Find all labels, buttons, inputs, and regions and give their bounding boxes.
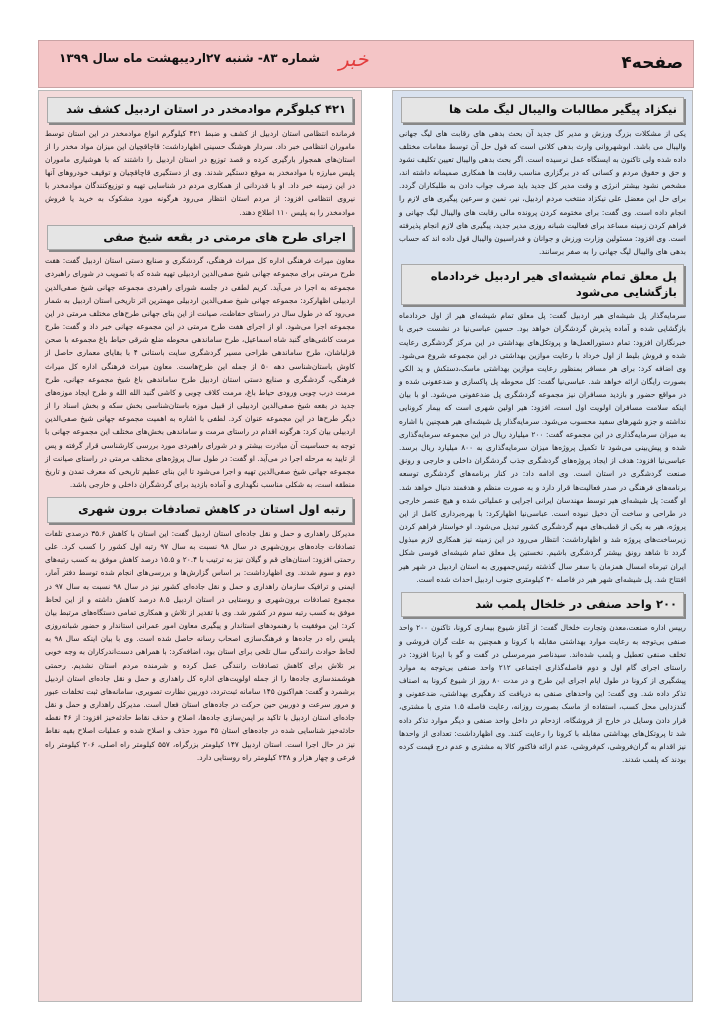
- article-title: پل معلق تمام شیشه‌ای هیر اردبیل خردادماه بازگشایی می‌شود: [401, 264, 684, 305]
- article-body: معاون میراث فرهنگی اداره کل میراث فرهنگی، گردشگری و صنایع دستی استان اردبیل گفت: هفت طرح مرمتی برای مجموعه جهانی شیخ صفی‌الدین اردبیلی تهیه شده که با تصویب در شورای راهبردی مجموعه به اجرا در می‌آید. کریم لطفی در جلسه شورای راهبردی مجموعه جهانی شیخ صفی‌الدین اردبیلی اظهارکرد: مجموعه جهانی شیخ صفی‌الدین اردبیلی مهمترین اثر تاریخی استان اردبیل به شمار می‌رود که در طول سال در راستای حفاظت، صیانت از این بنای جهانی طرح‌های مختلف مرمتی در این مجموعه اجرا می‌شود. او از اجرای هفت طرح مرمتی در این مجموعه جهانی خبر داد و گفت: طرح مرمت کاشی‌های گنبد شاه اسماعیل، طرح ساماندهی محوطه ضلع شرقی حیاط باغ مجموعه با صحن قزلباشان، طرح ساماندهی طراحی مسیر گردشگری سایت باستانی ۴ با بقایای معماری حاصل از کاوش باستان‌شناسی دهه ۵۰ از جمله این طرح‌هاست. معاون میراث فرهنگی اداره کل میراث فرهنگی، گردشگری و صنایع دستی استان اردبیل طرح ساماندهی باغ شیخ مجموعه جهانی، طرح مرمت درب چوبی ورودی حیاط باغ، مرمت کلاف چوبی و کاشی گنبد الله الله و طرح ایجاد موزه‌های جدید در بقعه شیخ صفی‌الدین اردبیلی از قبیل موزه باستان‌شناسی بخش سکه و بخش اسناد را از دیگر طرح‌ها در این مجموعه عنوان کرد. لطفی با اشاره به اهمیت مجموعه جهانی شیخ صفی‌الدین اردبیلی بیان کرد: هرگونه اقدام در راستای مرمت و ساماندهی بخش‌های مختلف این مجموعه جهانی با توجه به حساسیت آن مبادرت بیشتر و در شورای راهبردی مورد بررسی کارشناسی قرار گرفته و پس از تایید به مرحله اجرا در می‌آید. او گفت: در طول سال پروژه‌های مختلف مرمتی در راستای صیانت از مجموعه جهانی شیخ صفی‌الدین تهیه و اجرا می‌شود تا این بنای عظیم تاریخی که معرف تمدن و تاریخ منطقه است، به شکلی مناسب نگهداری و آماده بازدید برای گردشگران داخلی و خارجی باشد.: [45, 256, 355, 490]
- article-title: ۲۰۰ واحد صنفی در خلخال پلمب شد: [401, 592, 684, 618]
- article-khalkhal-shops: [393, 592, 692, 766]
- page-header: [38, 40, 694, 88]
- article-title: اجرای طرح های مرمتی در بقعه شیخ صفی: [47, 225, 353, 251]
- article-body: مدیرکل راهداری و حمل و نقل جاده‌ای استان اردبیل گفت: این استان با کاهش ۳۵.۶ درصدی تلفات تصادفات جاده‌های برون‌شهری در سال ۹۸ نسبت به سال ۹۷ رتبه اول کشور را کسب کرد. علی رحمتی افزود: استان‌های قم و گیلان نیز به ترتیب با ۲۰.۴ و ۱۵.۵ درصد کاهش موفق به کسب رتبه‌های دوم و سوم شدند. وی اظهارداشت: بر اساس گزارش‌ها و بررسی‌های انجام شده توسط دفتر آمار، ایمنی و ترافیک سازمان راهداری و حمل و نقل جاده‌ای کشور نیز در سال ۹۸ نسبت به سال ۹۷ در مجموع تصادفات برون‌شهری و روستایی در استان اردبیل ۸.۵ درصد کاهش داشته و از این لحاظ موفق به کسب رتبه سوم در کشور شد. وی با تقدیر از تلاش و همکاری تمامی دستگاه‌های مرتبط بیان کرد: این موفقیت با رهنمودهای استاندار و پیگیری معاون امور عمرانی استاندار و حضور شبانه‌روزی پلیس راه در جاده‌ها و فرهنگ‌سازی اصحاب رسانه حاصل شده است. وی با بیان اینکه سال ۹۸ به لحاظ حوادث رانندگی سال تلخی برای استان بود، اضافه‌کرد: با همراهی دست‌اندرکاران به وجه خوبی بر تلاش برای کاهش تصادفات رانندگی عمل کرده و شرمنده مردم استان نشدیم. رحمتی هوشمندسازی جاده‌ها را از جمله اولویت‌های اداره کل راهداری و حمل و نقل جاده‌ای استان اردبیل برشمرد و گفت: هم‌اکنون ۱۴۵ سامانه ثبت‌تردد، دوربین نظارت تصویری، سامانه‌های ثبت تخلفات عبور و مرور سرعت و دوربین حین حرکت در جاده‌های استان فعال است. مدیرکل راهداری و حمل و نقل جاده‌ای استان اردبیل با تاکید بر ایمن‌سازی جاده‌ها، اصلاح و حذف نقاط حادثه‌خیز افزود: از ۴۶ نقطه حادثه‌خیز شناسایی شده در جاده‌های استان ۳۵ مورد حذف و اصلاح شده و عملیات اصلاح بقیه نقاط نیز در حال اجرا است. استان اردبیل ۱۴۷ کیلومتر بزرگراه، ۵۵۷ کیلومتر راه اصلی، ۲۰۶ کیلومتر راه فرعی و چهار هزار و ۲۳۸ کیلومتر راه روستایی دارد.: [45, 528, 356, 762]
- article-title: نیکزاد پیگیر مطالبات والیبال لیگ ملت ها: [401, 97, 684, 123]
- article-body: رییس اداره صنعت،معدن وتجارت خلخال گفت: از آغاز شیوع بیماری کرونا، تاکنون ۲۰۰ واحد صنفی بی‌توجه به رعایت موارد بهداشتی مقابله با کرونا و همچنین به علت گران فروشی و تخلف صنفی تعطیل و پلمب شده‌اند. سیدناصر میرمرسلی در گفت و گو با ایرنا افزود: در راستای اجرای گام اول و دوم فاصله‌گذاری اجتماعی ۲۱۲ واحد صنفی بی‌توجه به موارد پیشگیری از کرونا در طول ایام اجرای این طرح و در مدت ۸۰ روز از شیوع کرونا به اصناف تذکر داده شد. وی گفت: این واحدهای صنفی به دریافت کد رهگیری بهداشتی، ضدعفونی و گندزدایی محل کسب، استفاده از ماسک بصورت روزانه، رعایت فاصله ۱.۵ متری با مشتری، قرار دادن وسایل در خارج از فروشگاه، ازدحام در داخل واحد صنفی و دیگر موارد تذکر داده شد تا پروتکل‌های بهداشتی مقابله با کرونا را رعایت کنند. وی اظهارداشت: تعدادی از واحدها نیز اقدام به گران‌فروشی، کم‌فروشی، عدم ارائه فاکتور کالا به مشتری و عدم درج قیمت کرده بودند که پلمب شدند.: [399, 623, 687, 765]
- left-column: [38, 90, 362, 1002]
- article-title: ۴۲۱ کیلوگرم موادمخدر در استان اردبیل کشف شد: [47, 97, 353, 123]
- article-title: رتبه اول استان در کاهش تصادفات برون شهری: [47, 497, 353, 523]
- article-body: یکی از مشکلات بزرگ ورزش و مدیر کل جدید آن بحث بدهی های رقابت های لیگ جهانی والیبال می باشد. ابوشهروانی وارث بدهی کلانی است که قول حل آن توسط مقامات مختلف داده شده ولی تاکنون به ایستگاه عمل نرسیده است. اگر بحث بدهی والیبال تعیین تکلیف نشود و حق و حقوق مردم و کسانی که در برگزاری مناسب رقابت ها همکاری صمیمانه داشته اند، مشخص نشود بیشتر انرژی و وقت مدیر کل جدید باید صرف جواب دادن به طلبکاران گردد. برای حل این معضل علی نیکزاد منتخب مردم اردبیل، نیر، نمین و سرعین پیگیری های لازم را انجام داده است. وی گفت: برای مختومه کردن پرونده مالی رقابت های والیبال لیگ جهانی و فراهم کردن زمینه مساعد برای فعالیت شبانه روزی مدیر جدید، پیگیری های لازم انجام پذیرفته است. وی افزود: مسئولین وزارت ورزش و جوانان و فدراسیون والیبال قول داده اند که حساب بدهی های والیبال لیگ جهانی را به صفر برسانند.: [399, 128, 686, 257]
- right-column: [392, 90, 693, 1002]
- article-sheikh-safi: [39, 225, 361, 492]
- article-drugs: [39, 97, 361, 219]
- article-road-accidents: [39, 497, 361, 764]
- article-volleyball: [393, 97, 692, 258]
- newspaper-logo: خبر: [339, 47, 369, 71]
- issue-date: شماره ۸۳- شنبه ۲۷اردیبهشت ماه سال ۱۳۹۹: [59, 51, 321, 65]
- page-number: صفحه۴: [621, 53, 683, 73]
- article-body: فرمانده انتظامی استان اردبیل از کشف و ضبط ۴۲۱ کیلوگرم انواع موادمخدر در این استان توسط ماموران انتظامی خبر داد. سردار هوشنگ حسینی اظهارداشت: قاچاقچیان این میزان مواد مخدر را از استان‌های همجوار بارگیری کرده و قصد توزیع در استان اردبیل را داشتند که با هوشیاری ماموران پلیس مبارزه با موادمخدر به موقع دستگیر شدند. وی از دستگیری قاچاقچیان و توقیف خودروهای آنها در این زمینه خبر داد. او با قدردانی از همکاری مردم در شناسایی تهیه و توزیع‌کنندگان موادمخدر با نیروی انتظامی افزود: از مردم استان انتظار می‌رود هرگونه مورد مشکوک به خرید یا فروش موادمخدر را به پلیس ۱۱۰ اطلاع دهند.: [45, 128, 355, 217]
- article-glass-bridge: [393, 264, 692, 586]
- article-body: سرمایه‌گذار پل شیشه‌ای هیر اردبیل گفت: پل معلق تمام شیشه‌ای هیر از اول خردادماه بازگشایی شده و آماده پذیرش گردشگران خواهد بود. حسین عباسی‌نیا در نشست خبری با خبرنگاران افزود: تمام دستورالعمل‌ها و پروتکل‌های بهداشتی در این مرکز گردشگری رعایت شده و فروش بلیط از اول خرداد با رعایت موازین بهداشتی در این مجموعه شروع می‌شود. وی اضافه کرد: برای هر مسافر بمنظور رعایت موازین بهداشتی ماسک،دستکش و ید الکی بصورت رایگان ارائه خواهد شد. عباسی‌نیا گفت: کل محوطه پل پاکسازی و ضدعفونی شده و در مواقع حضور و بازدید مسافران نیز مجموعه گردشگری پل ضدعفونی می‌شود. او با بیان اینکه سلامت مسافران اولویت اول است، افزود: هیر اولین شهری است که بیمار کرونایی نداشته و جزو شهرهای سفید محسوب می‌شود. سرمایه‌گذار پل شیشه‌ای هیر همچنین با اشاره به میزان سرمایه‌گذاری در این مجموعه گفت: ۲۰۰ میلیارد ریال در این مجموعه سرمایه‌گذاری شده و پیش‌بینی می‌شود تا تکمیل پروژه‌ها میزان سرمایه‌گذاری به ۸۰۰ میلیارد ریال برسد. عباسی‌نیا افزود: هدف از ایجاد پروژه‌های گردشگری جذب گردشگران داخلی و خارجی و رونق صنعت گردشگری در استان است. وی ادامه داد: در کنار برنامه‌های گردشگری توسعه برنامه‌های فرهنگی در صدر فعالیت‌ها قرار دارد و به صورت منظم و هدفمند دنبال خواهد شد. او گفت: پل شیشه‌ای هیر توسط مهندسان ایرانی اجرایی و عملیاتی شده و هیچ عنصر خارجی در طراحی و ساخت آن دخیل نبوده است. عباسی‌نیا اظهارکرد: با بهره‌برداری کامل از این پروژه، هیر به یکی از قطب‌های مهم گردشگری کشور تبدیل می‌شود. او خواستار فراهم کردن زیرساخت‌های پروژه شد و اظهارداشت: انتظار می‌رود در این زمینه نیز همکاری لازم مبذول گردد تا شاهد رونق بیشتر گردشگری باشیم. نخستین پل معلق تمام شیشه‌ای قوسی شکل ایران تیرماه امسال همزمان با سفر سال گذشته رئیس‌جمهوری به استان اردبیل در شهر هیر افتتاح شد. پل شیشه‌ای شهر هیر در فاصله ۳۰ کیلومتری جنوب اردبیل احداث شده است.: [399, 311, 686, 584]
